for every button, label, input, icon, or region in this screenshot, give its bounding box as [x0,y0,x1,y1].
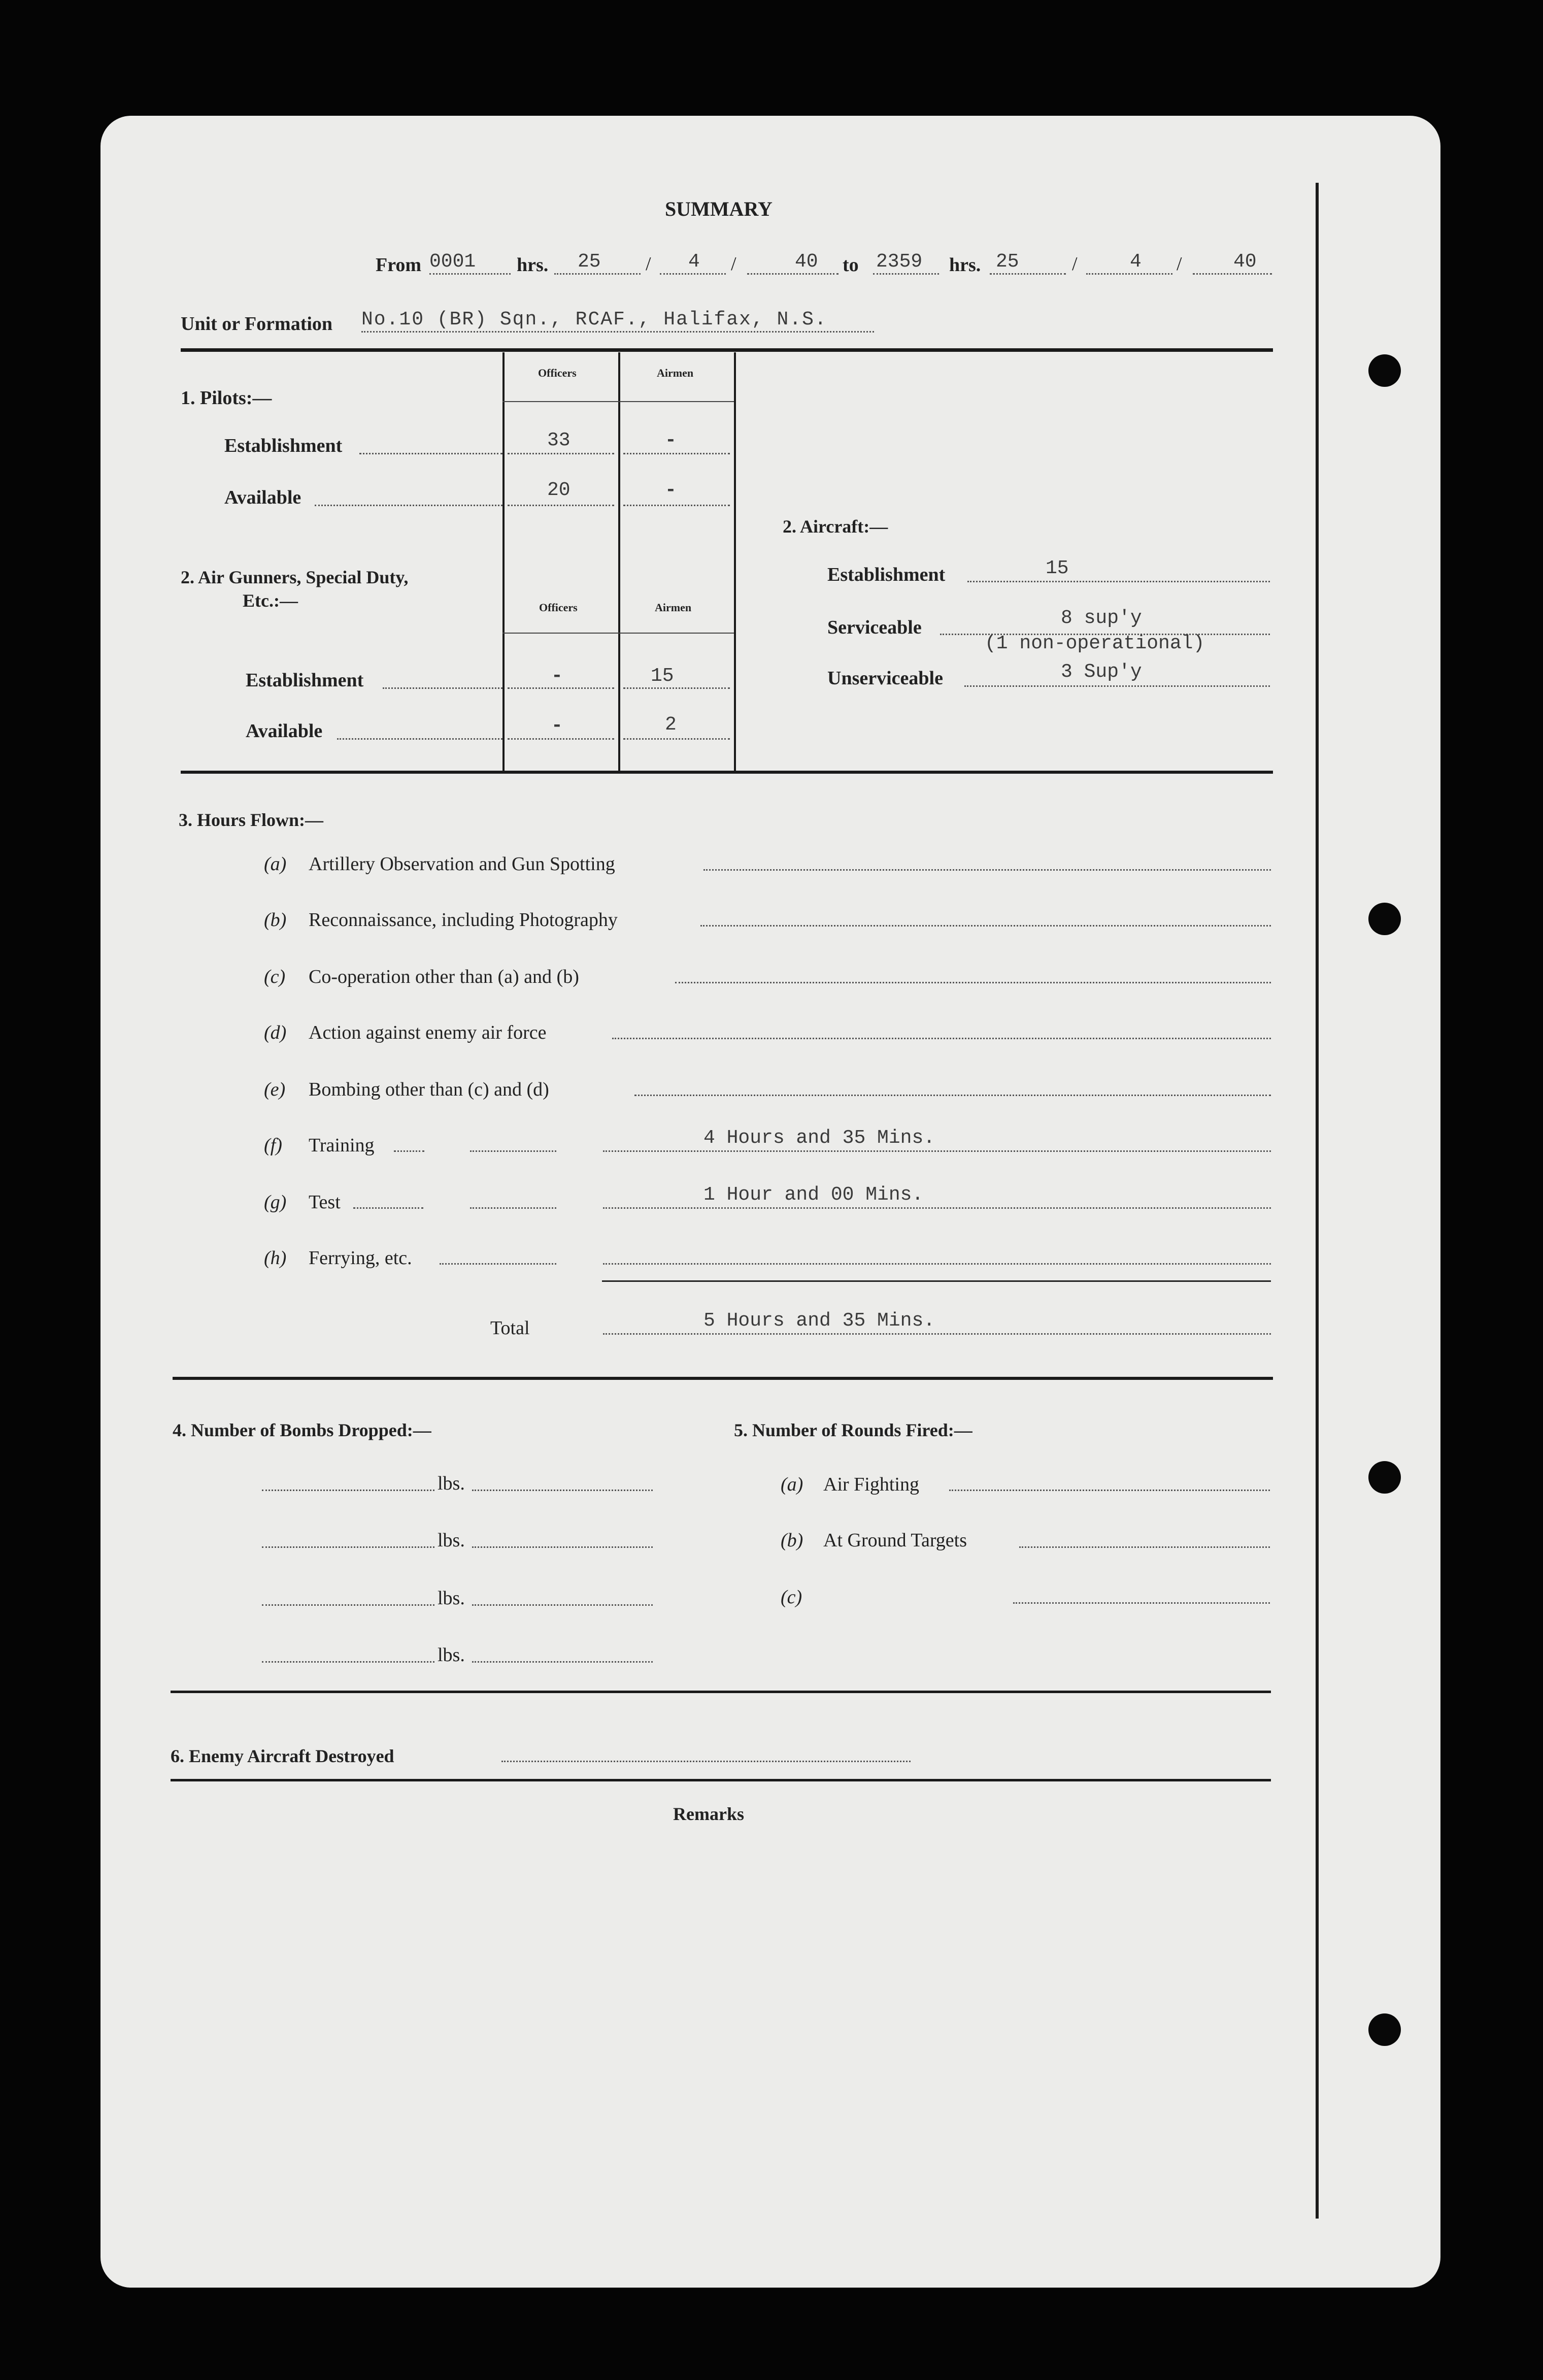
hours-value: 1 Hour and 00 Mins. [703,1184,924,1206]
bombs-heading: 4. Number of Bombs Dropped:— [173,1420,431,1440]
bombs-unit: lbs. [438,1473,465,1494]
aircraft-serviceable-value: 8 sup'y [1061,607,1142,629]
aircraft-unserviceable-value: 3 Sup'y [1061,661,1142,683]
bombs-unit: lbs. [438,1644,465,1666]
hours-letter: (e) [264,1079,286,1100]
enemy-aircraft-label: 6. Enemy Aircraft Destroyed [171,1746,394,1766]
aircraft-establishment-label: Establishment [827,564,946,585]
hours-label: Co-operation other than (a) and (b) [309,966,579,987]
gunners-col-officers: Officers [539,601,578,614]
to-year: 40 [1233,251,1257,273]
divider [171,1779,1271,1781]
gunners-establishment-airmen: 15 [651,665,674,687]
to-month: 4 [1130,251,1142,273]
rounds-a-label: Air Fighting [823,1474,919,1495]
hours-letter: (c) [264,966,286,987]
aircraft-heading: 2. Aircraft:— [783,516,888,537]
binder-hole [1368,903,1401,935]
from-day: 25 [578,251,601,273]
binder-hole [1368,1461,1401,1494]
pilots-available-label: Available [224,487,301,508]
rounds-b-label: At Ground Targets [823,1530,967,1551]
rounds-heading: 5. Number of Rounds Fired:— [734,1420,972,1440]
hours-letter: (a) [264,853,287,875]
hours-label: Ferrying, etc. [309,1247,412,1269]
date-separator: / [731,253,736,275]
remarks-label: Remarks [673,1804,744,1824]
pilots-establishment-label: Establishment [224,435,343,456]
to-day: 25 [996,251,1019,273]
from-year: 40 [795,251,818,273]
hours-letter: (f) [264,1135,282,1156]
from-label: From [376,254,422,276]
unit-label: Unit or Formation [181,313,333,335]
bombs-unit: lbs. [438,1530,465,1551]
table-rule [502,352,505,774]
table-rule [618,352,620,774]
from-month: 4 [688,251,700,273]
hours-letter: (g) [264,1192,287,1213]
divider [181,771,1273,774]
from-time: 0001 [429,251,476,273]
margin-rule [1316,183,1319,2219]
hours-heading: 3. Hours Flown:— [179,810,324,830]
binder-hole [1368,2013,1401,2046]
gunners-establishment-label: Establishment [246,670,364,691]
aircraft-establishment-value: 15 [1046,557,1069,579]
unit-value: No.10 (BR) Sqn., RCAF., Halifax, N.S. [361,309,827,330]
hrs-label-2: hrs. [949,254,981,276]
page-title: SUMMARY [665,197,773,220]
date-separator: / [646,253,651,275]
date-separator: / [1072,253,1078,275]
hours-label: Action against enemy air force [309,1022,547,1043]
date-separator: / [1177,253,1182,275]
pilots-available-airmen: - [665,479,677,501]
to-time: 2359 [876,251,923,273]
gunners-establishment-officers: - [551,665,563,687]
hours-total-label: Total [490,1317,530,1339]
pilots-heading: 1. Pilots:— [181,387,272,409]
rounds-b-letter: (b) [781,1530,803,1551]
gunners-heading: 2. Air Gunners, Special Duty, [181,567,409,587]
gunners-col-airmen: Airmen [655,601,692,614]
pilots-establishment-officers: 33 [547,429,571,451]
hours-letter: (h) [264,1247,287,1269]
to-label: to [843,254,859,276]
rounds-c-letter: (c) [781,1586,802,1608]
pilots-col-officers: Officers [538,367,577,379]
hours-label: Training [309,1135,375,1156]
aircraft-unserviceable-label: Unserviceable [827,668,943,689]
hrs-label: hrs. [517,254,549,276]
gunners-heading-etc: Etc.:— [243,590,298,611]
hours-letter: (d) [264,1022,287,1043]
binder-hole [1368,354,1401,387]
aircraft-serviceable-label: Serviceable [827,617,922,638]
gunners-available-label: Available [246,720,323,742]
divider [171,1691,1271,1693]
hours-label: Reconnaissance, including Photography [309,909,618,931]
hours-value: 4 Hours and 35 Mins. [703,1127,935,1149]
hours-letter: (b) [264,909,287,931]
divider [173,1377,1273,1380]
pilots-available-officers: 20 [547,479,571,501]
pilots-establishment-airmen: - [665,429,677,451]
hours-total-value: 5 Hours and 35 Mins. [703,1310,935,1332]
hours-label: Artillery Observation and Gun Spotting [309,853,615,875]
gunners-available-officers: - [551,715,563,737]
pilots-col-airmen: Airmen [657,367,694,379]
gunners-available-airmen: 2 [665,714,677,736]
divider [181,348,1273,352]
bombs-unit: lbs. [438,1588,465,1609]
hours-label: Bombing other than (c) and (d) [309,1079,549,1100]
hours-label: Test [309,1192,341,1213]
table-rule [734,352,736,774]
rounds-a-letter: (a) [781,1474,803,1495]
aircraft-serviceable-note: (1 non-operational) [985,633,1205,654]
